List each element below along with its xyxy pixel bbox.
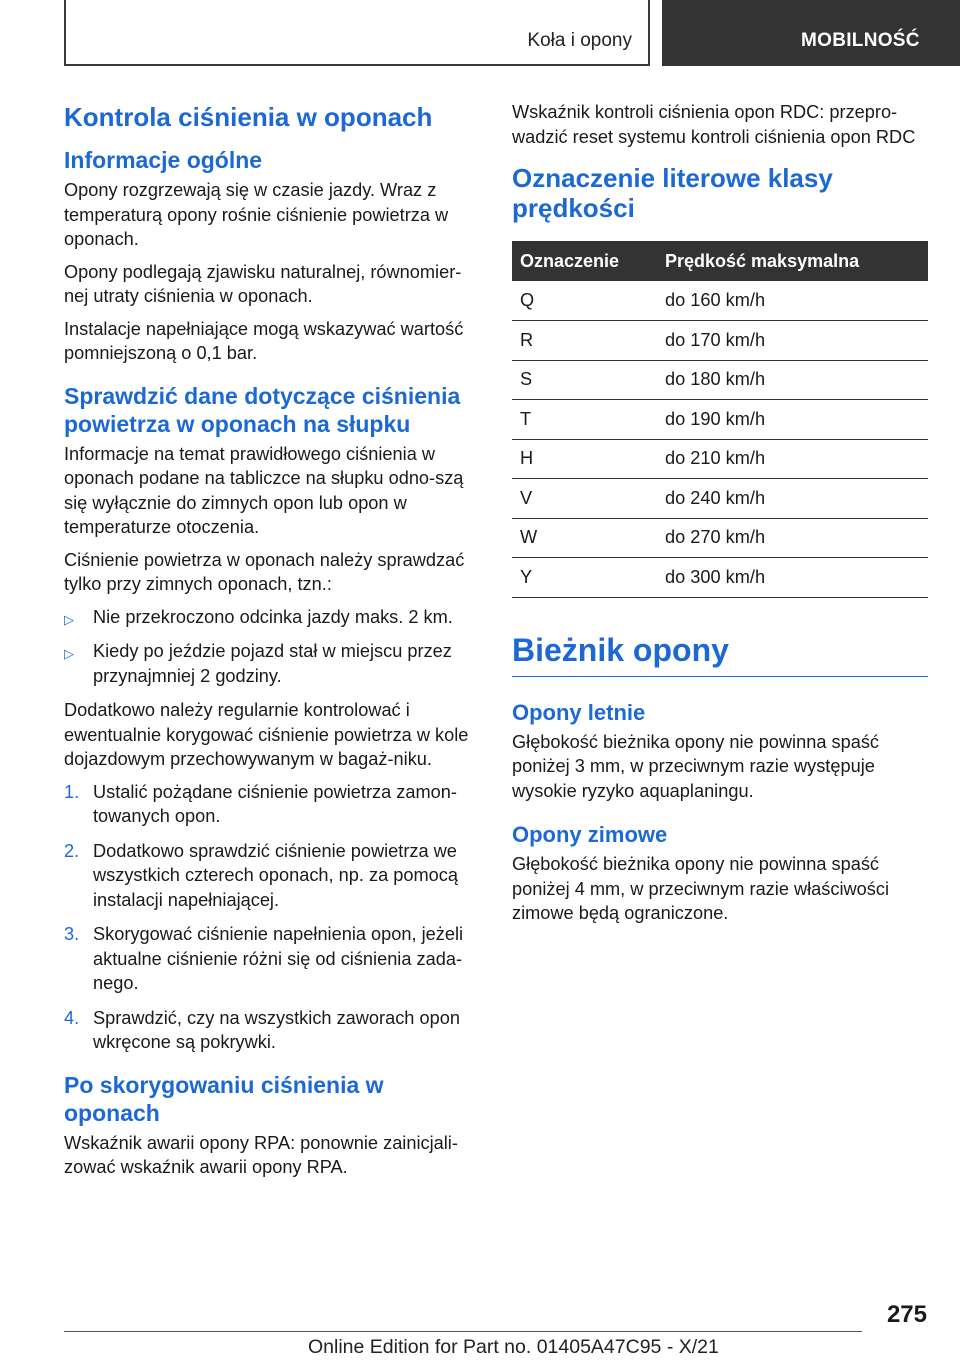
footer-edition-text: Online Edition for Part no. 01405A47C95 - X/21 [308,1336,719,1358]
step-number: 1. [64,781,80,802]
header-section-box [64,0,650,66]
table-cell-speed: do 300 km/h [657,558,928,598]
table-cell-code: H [512,439,657,479]
table-row [512,518,928,558]
step-text: Ustalić pożądane ciśnienie powietrza zamon‐towanych opon. [93,781,457,826]
table-row [512,281,928,321]
table-cell-code: Y [512,558,657,598]
section-heading-general: Informacje ogólne [64,147,263,173]
table-cell-code: S [512,360,657,400]
table-cell-speed: do 180 km/h [657,360,928,400]
paragraph: Głębokość bieżnika opony nie powinna spaść poniżej 3 mm, w przeciwnym razie występuje wysokie ryzyko aquaplaningu. [512,731,880,801]
list-item-text: Nie przekroczono odcinka jazdy maks. 2 km. [93,606,453,627]
table-cell-speed: do 190 km/h [657,400,928,440]
paragraph: Wskaźnik kontroli ciśnienia opon RDC: przepro‐wadzić reset systemu kontroli ciśnienia opon RDC [512,102,916,147]
table-row [512,321,928,361]
header-chapter-title: MOBILNOŚĆ [801,30,920,51]
section-heading-summer-tires: Opony letnie [512,699,646,725]
paragraph: Instalacje napełniające mogą wskazywać wartość pomniejszoną o 0,1 bar. [64,318,464,363]
list-item [64,922,480,996]
table-cell-code: Q [512,281,657,321]
list-item [64,639,480,688]
paragraph: Wskaźnik awarii opony RPA: ponownie zainicjali‐zować wskaźnik awarii opony RPA. [64,1132,458,1177]
page-title: Kontrola ciśnienia w oponach [64,102,433,132]
list-item-text: Kiedy po jeździe pojazd stał w miejscu przez przynajmniej 2 godziny. [93,641,452,686]
step-text: Dodatkowo sprawdzić ciśnienie powietrza we wszystkich czterech oponach, np. za pomocą instalacji napełniającej. [93,840,458,910]
speed-class-table [512,241,928,598]
table-cell-speed: do 240 km/h [657,479,928,519]
paragraph: Dodatkowo należy regularnie kontrolować i ewentualnie korygować ciśnienie powietrza w kole dojazdowym przechowywanym w bagaż‐niku. [64,700,469,769]
page-number: 275 [886,1301,927,1328]
table-cell-code: V [512,479,657,519]
section-title-tread: Bieżnik opony [512,630,928,677]
step-list [64,780,480,1055]
list-item [64,839,480,913]
footer-divider [64,1331,862,1332]
step-number: 3. [64,924,80,944]
table-header-speed: Prędkość maksymalna [657,241,928,281]
triangle-bullet-icon: ▷ [64,646,74,661]
table-cell-speed: do 210 km/h [657,439,928,479]
section-heading-pillar-data: Sprawdzić dane dotyczące ciśnienia powietrza w oponach na słupku [64,382,461,437]
list-item [64,780,480,829]
step-number: 2. [64,840,80,861]
header-chapter-tab [662,0,960,66]
table-row [512,558,928,598]
table-header-code: Oznaczenie [512,241,657,281]
paragraph: Opony podlegają zjawisku naturalnej, równomier‐nej utraty ciśnienia w oponach. [64,261,462,306]
section-heading-speed-class: Oznaczenie literowe klasy prędkości [512,163,833,223]
table-row [512,479,928,519]
table-header-row [512,241,928,281]
list-item [64,1006,480,1055]
step-number: 4. [64,1007,80,1028]
paragraph: Ciśnienie powietrza w oponach należy sprawdzać tylko przy zimnych oponach, tzn.: [64,549,465,594]
step-text: Sprawdzić, czy na wszystkich zaworach opon wkręcone są pokrywki. [93,1007,460,1052]
table-row [512,360,928,400]
bullet-list [64,605,480,689]
paragraph: Informacje na temat prawidłowego ciśnienia w oponach podane na tabliczce na słupku odno‐szą się wyłącznie do zimnych opon lub opon w temperaturze otoczenia. [64,443,464,537]
table-cell-speed: do 270 km/h [657,518,928,558]
section-heading-after-correction: Po skorygowaniu ciśnienia w oponach [64,1071,384,1126]
step-text: Skorygować ciśnienie napełnienia opon, jeżeli aktualne ciśnienie różni się od ciśnienia zada‐nego. [93,924,464,993]
table-cell-speed: do 160 km/h [657,281,928,321]
section-heading-winter-tires: Opony zimowe [512,822,668,847]
left-column [64,100,480,1188]
table-cell-speed: do 170 km/h [657,321,928,361]
list-item [64,605,480,630]
table-row [512,400,928,440]
table-row [512,439,928,479]
header-section-title: Koła i opony [527,30,632,51]
table-cell-code: W [512,518,657,558]
table-cell-code: R [512,321,657,361]
table-cell-code: T [512,400,657,440]
paragraph: Głębokość bieżnika opony nie powinna spaść poniżej 4 mm, w przeciwnym razie właściwości zimowe będą ograniczone. [512,854,889,923]
paragraph: Opony rozgrzewają się w czasie jazdy. Wraz z temperaturą opony rośnie ciśnienie powietrza w oponach. [64,180,449,249]
right-column [512,100,928,934]
triangle-bullet-icon: ▷ [64,611,74,627]
